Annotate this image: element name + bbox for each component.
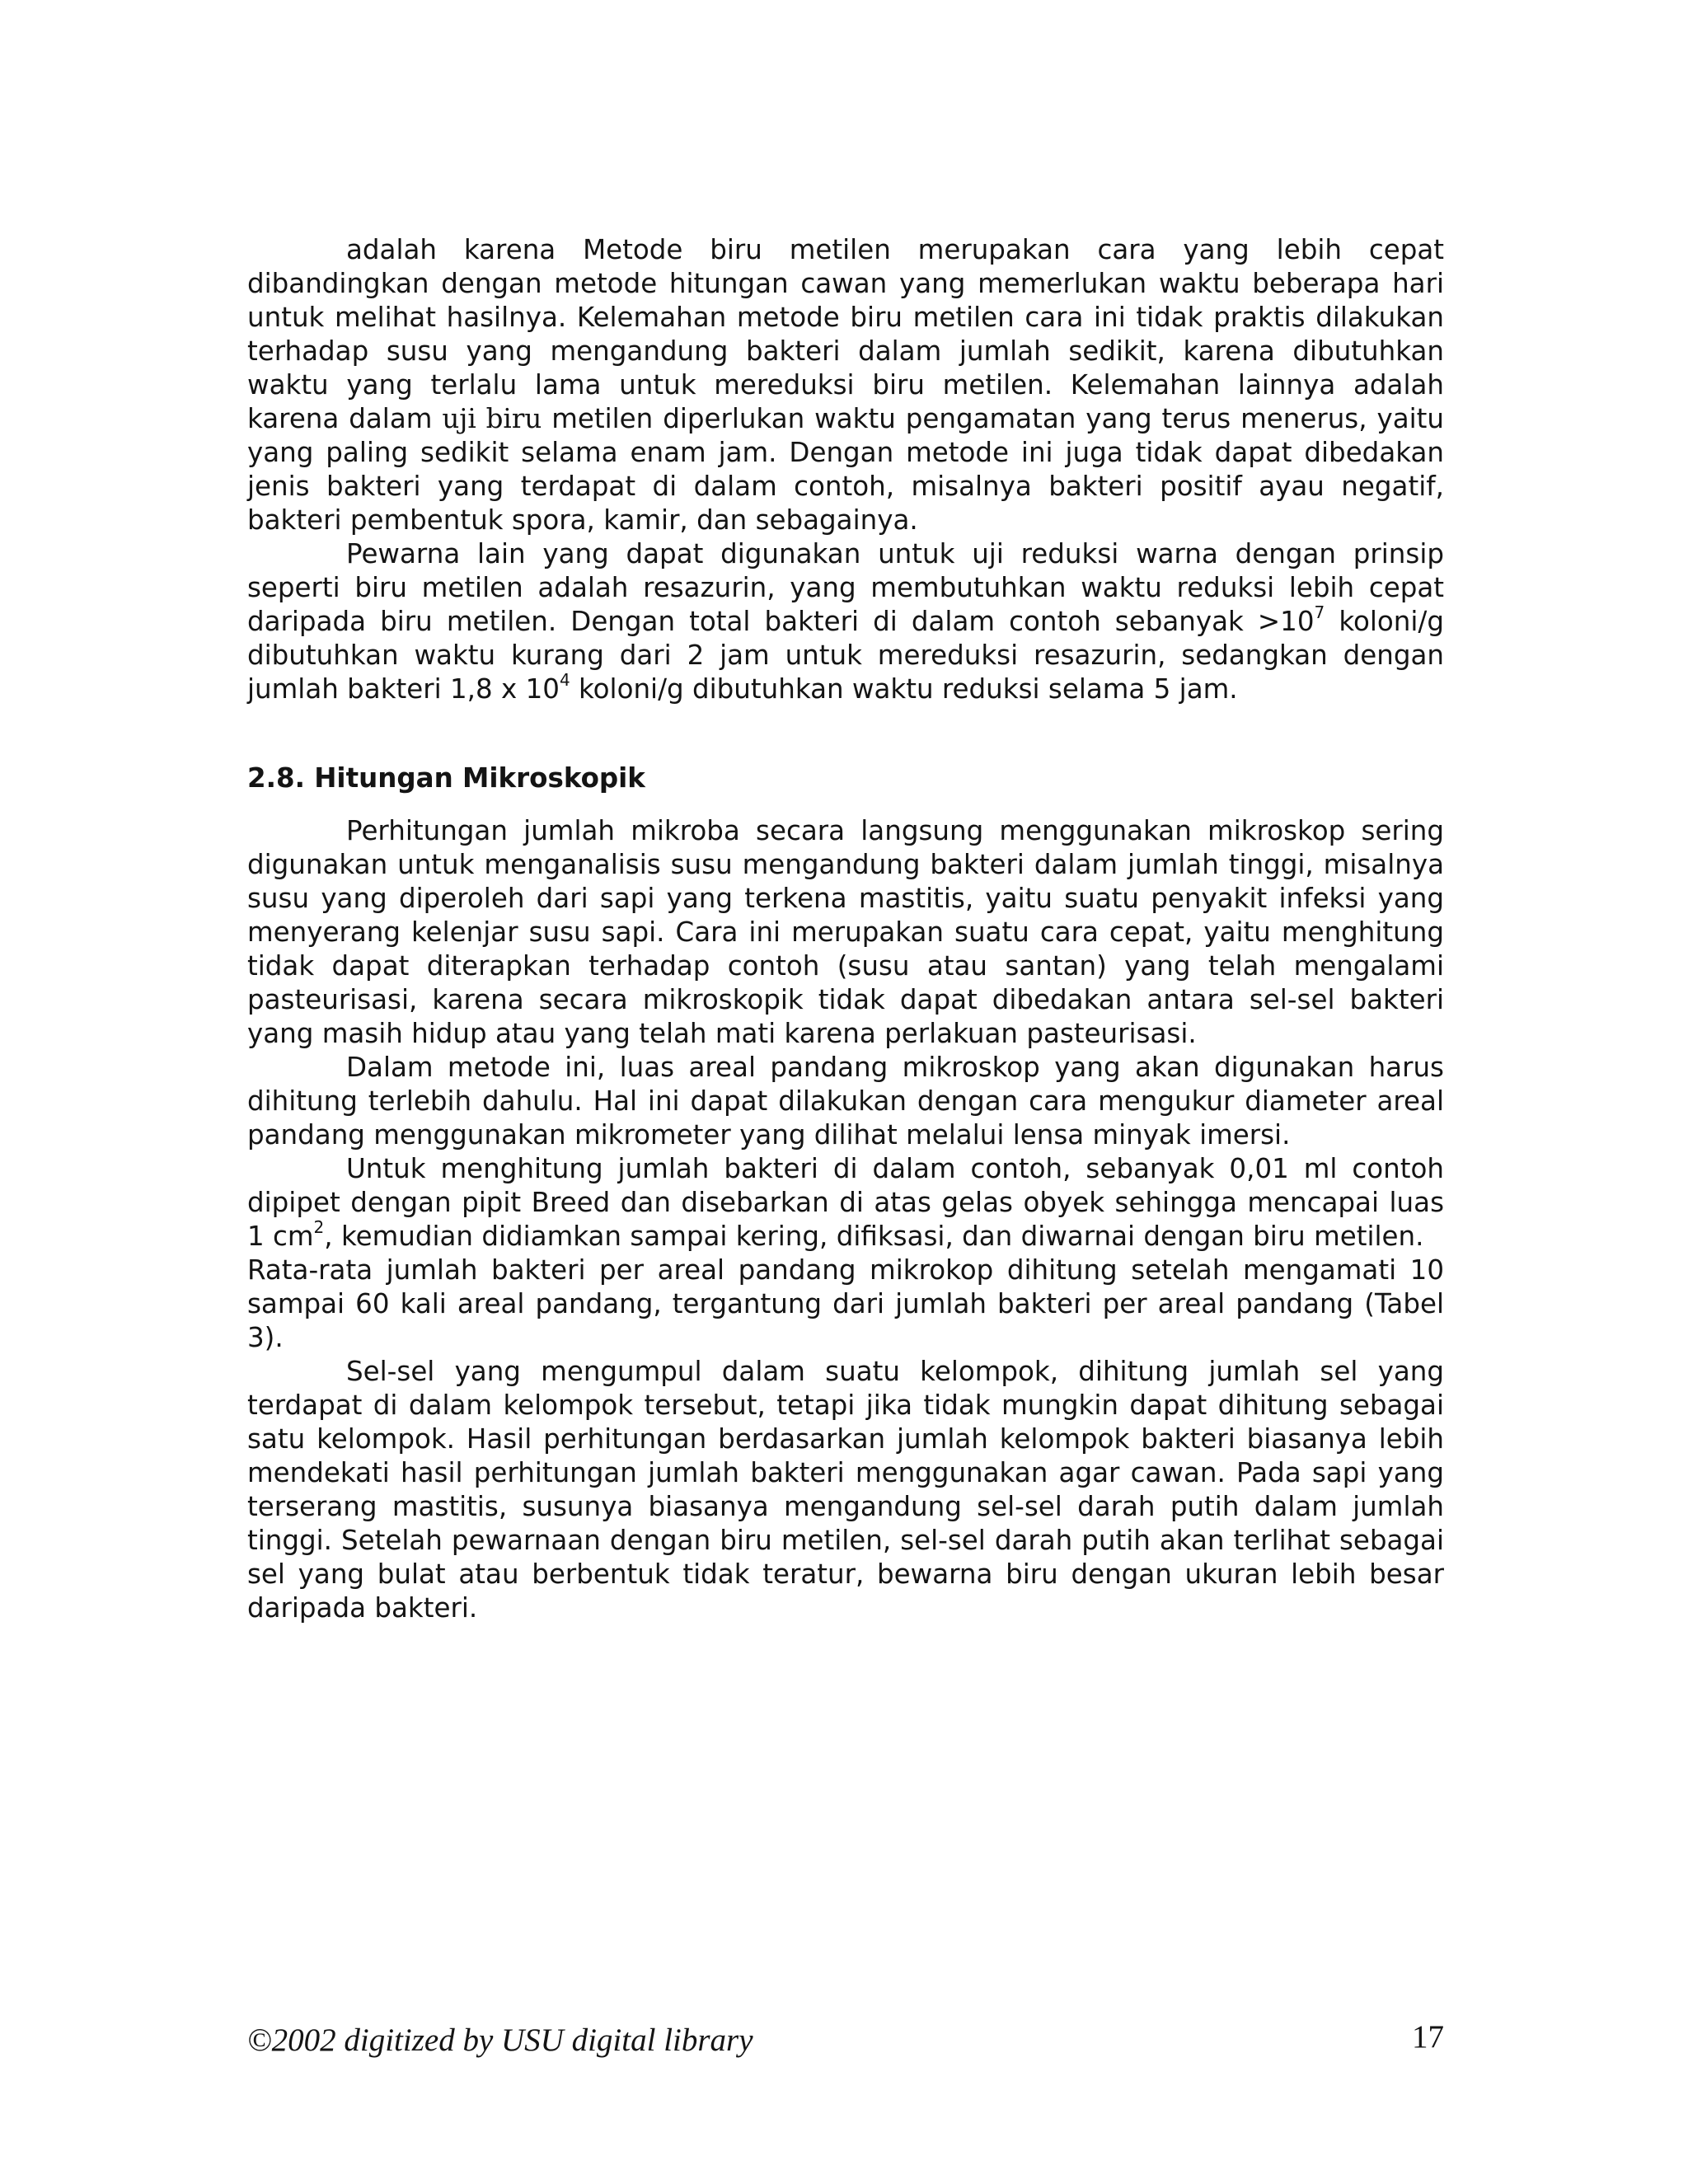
paragraph-areal-pandang: Dalam metode ini, luas areal pandang mikroskop yang akan digunakan harus dihitung terlebih dahulu. Hal ini dapat dilakukan dengan cara mengukur diameter areal pandang menggunakan mikrometer yang dilihat melalui lensa minyak imersi. bbox=[247, 1052, 1444, 1151]
paragraph-perhitungan-langsung: Perhitungan jumlah mikroba secara langsung menggunakan mikroskop sering digunakan untuk menganalisis susu mengandung bakteri dalam jumlah tinggi, misalnya susu yang diperoleh dari sapi yang terkena mastitis, yaitu suatu penyakit infeksi yang menyerang kelenjar susu sapi. Cara ini merupakan suatu cara cepat, yaitu menghitung tidak dapat diterapkan terhadap contoh (susu atau santan) yang telah mengalami pasteurisasi, karena secara mikroskopik tidak dapat dibedakan antara sel-sel bakteri yang masih hidup atau yang telah mati karena perlakuan pasteurisasi. bbox=[247, 815, 1444, 1049]
section-heading: 2.8. Hitungan Mikroskopik bbox=[247, 762, 645, 794]
footer-credit: ©2002 digitized by USU digital library bbox=[247, 2022, 753, 2058]
paragraph-text: koloni/g dibutuhkan waktu kurang dari 2 jam untuk mereduksi resazurin, sedangkan dengan jumlah bakteri 1,8 x 10 bbox=[247, 606, 1444, 705]
paragraph-text-serif: uji biru bbox=[442, 403, 542, 434]
paragraph-text: Pewarna lain yang dapat digunakan untuk uji reduksi warna dengan prinsip seperti biru metilen adalah resazurin, yang membutuhkan waktu reduksi lebih cepat daripada biru metilen. Dengan total bakteri di dalam contoh sebanyak >10 bbox=[247, 538, 1444, 637]
paragraph-menghitung-bakteri bbox=[247, 1152, 1444, 1254]
paragraph-text: , kemudian didiamkan sampai kering, difiksasi, dan diwarnai dengan biru metilen. bbox=[324, 1221, 1424, 1252]
paragraph-text: metilen diperlukan waktu pengamatan yang terus menerus, yaitu yang paling sedikit selama enam jam. Dengan metode ini juga tidak dapat dibedakan jenis bakteri yang terdapat di dalam contoh, misalnya bakteri positif ayau negatif, bakteri pembentuk spora, kamir, dan sebagainya. bbox=[247, 403, 1444, 536]
superscript-exponent: 4 bbox=[559, 670, 570, 691]
paragraph-sel-sel-kelompok: Sel-sel yang mengumpul dalam suatu kelompok, dihitung jumlah sel yang terdapat di dalam kelompok tersebut, tetapi jika tidak mungkin dapat dihitung sebagai satu kelompok. Hasil perhitungan berdasarkan jumlah kelompok bakteri biasanya lebih mendekati hasil perhitungan jumlah bakteri menggunakan agar cawan. Pada sapi yang terserang mastitis, susunya biasanya mengandung sel-sel darah putih dalam jumlah tinggi. Setelah pewarnaan dengan biru metilen, sel-sel darah putih akan terlihat sebagai sel yang bulat atau berbentuk tidak teratur, bewarna biru dengan ukuran lebih besar daripada bakteri. bbox=[247, 1356, 1444, 1624]
superscript-exponent: 2 bbox=[313, 1217, 325, 1238]
paragraph-biru-metilen-kelemahan bbox=[247, 233, 1444, 537]
paragraph-text: adalah karena Metode biru metilen merupakan cara yang lebih cepat dibandingkan dengan metode hitungan cawan yang memerlukan waktu beberapa hari untuk melihat hasilnya. Kelemahan metode biru metilen cara ini tidak praktis dilakukan terhadap susu yang mengandung bakteri dalam jumlah sedikit, karena dibutuhkan waktu yang terlalu lama untuk mereduksi biru metilen. Kelemahan lainnya adalah karena dalam bbox=[247, 234, 1444, 434]
paragraph-rata-rata: Rata-rata jumlah bakteri per areal pandang mikrokop dihitung setelah mengamati 10 sampai 60 kali areal pandang, tergantung dari jumlah bakteri per areal pandang (Tabel 3). bbox=[247, 1254, 1444, 1353]
page-number: 17 bbox=[1412, 2019, 1444, 2055]
paragraph-resazurin bbox=[247, 537, 1444, 706]
paragraph-text: Untuk menghitung jumlah bakteri di dalam contoh, sebanyak 0,01 ml contoh dipipet dengan pipit Breed dan disebarkan di atas gelas obyek sehingga mencapai luas 1 cm bbox=[247, 1153, 1444, 1252]
document-page bbox=[247, 233, 1444, 1625]
paragraph-text: koloni/g dibutuhkan waktu reduksi selama 5 jam. bbox=[570, 673, 1238, 705]
superscript-exponent: 7 bbox=[1314, 602, 1325, 623]
